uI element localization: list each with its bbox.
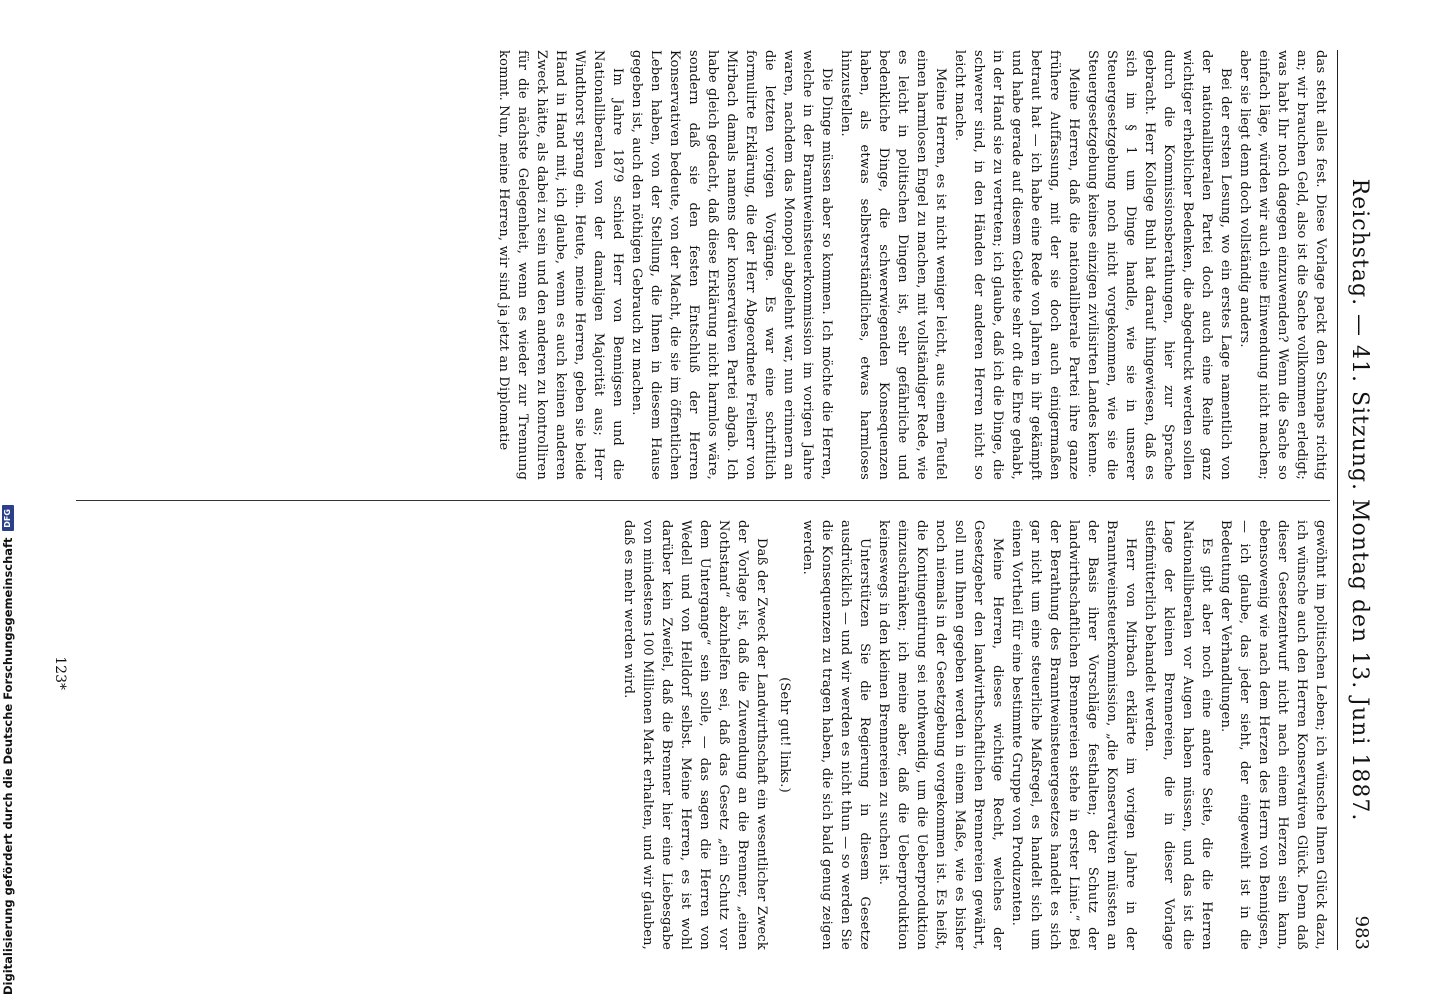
- digitization-notice: [1, 505, 15, 995]
- text-column-left: [70, 50, 1330, 480]
- scanned-page: [46, 10, 1386, 990]
- interjection: (Sehr gut! links.): [777, 677, 792, 793]
- paragraph: Im Jahre 1879 schied Herr von Bennigsen und die Nationalliberalen von der damaligen Majorität aus; Herr Windthorst sprang ein. Heute, meine Herren, geben sie beide Hand in Hand mit, ich glaube, wenn es auch keinen anderen Zweck hätte, als dabei zu sein und den anderen zu kontrolliren für die nächste Gelegenheit, wenn es wieder zur Trennung kommt. Nun, meine Herren, wir sind ja jetzt an Diplomatie: [496, 50, 625, 480]
- running-head-title: Reichstag. — 41. Sitzung. Montag den 13. Juni 1887.: [1347, 178, 1372, 822]
- paragraph: Meine Herren, dieses wichtige Recht, welches der Gesetzgeber den landwirthschaftlichen Brennereien gewährt, soll nun Ihnen gegeben werden in einem Maße, wie es bisher noch niemals in der Gesetzgebung vorgekommen ist. Es heißt, die Kontingentirung sei nothwendig, um die Ueberproduktion einzuschränken; ich meine aber, daß die Ueberproduktion keineswegs in den kleinen Brennereien zu suchen ist.: [876, 520, 1005, 950]
- digitization-notice-text: Digitalisierung gefördert durch die Deutsche Forschungsgemeinschaft: [1, 537, 15, 995]
- paragraph: Die Dinge müssen aber so kommen. Ich möchte die Herren, welche in der Branntweinsteuerkommission im vorigen Jahre waren, nachdem das Monopol abgelehnt war, nun erinnern an die letzten vorigen Vorgänge. Es war eine schriftlich formulirte Erklärung, die der Herr Abgeordnete Freiherr von Mirbach damals namens der konservativen Partei abgab. Ich habe gleich gedacht, daß diese Erklärung nicht harmlos wäre, sondern daß sie den festen Entschluß der Herren Konservativen bedeute, von der Macht, die sie im öffentlichen Leben haben, von der Stellung, die Ihnen in diesem Hause gegeben ist, auch den nöthigen Gebrauch zu machen.: [629, 50, 834, 480]
- dfg-logo: DFG: [2, 505, 14, 531]
- text-column-right: [70, 520, 1330, 950]
- page-number: 983: [1351, 915, 1372, 950]
- column-divider: [76, 500, 1330, 501]
- paragraph: das steht alles fest. Diese Vorlage packt den Schnaps richtig an; wir brauchen Geld, also ist die Sache vollkommen erledigt; was habt Ihr noch dagegen einzuwenden? Wenn die Sache so einfach läge, würden wir auch eine Einwendung nicht machen; aber sie liegt denn doch vollständig anders.: [1237, 50, 1328, 480]
- paragraph: Es gibt aber noch eine andere Seite, die die Herren Nationalliberalen vor Augen haben müssen, und das ist die Lage der kleinen Brennereien, die in dieser Vorlage stiefmütterlich behandelt werden.: [1142, 520, 1214, 950]
- running-head: [1342, 50, 1372, 950]
- paragraph: Bei der ersten Lesung, wo ein erstes Lage namentlich von der nationalliberalen Partei doch auch eine Reihe ganz wichtiger erheblicher Bedenken, die abgedruckt werden sollen durch die Kommissionsberathungen, hier zur Sprache gebracht. Herr Kollege Buhl hat darauf hingewiesen, daß es sich im § 1 um Dinge handle, wie sie in unserer Steuergesetzgebung noch nicht vorgekommen, wie sie die Steuergesetzgebung keines einzigen zivilisirten Landes kenne.: [1085, 50, 1233, 480]
- digitization-strip: [0, 0, 18, 1000]
- paragraph: Meine Herren, es ist nicht weniger leicht, aus einem Teufel einen harmlosen Engel zu machen, mit vollständiger Rede, wie es leicht in politischen Dingen ist, sehr gefährliche und bedenkliche Dinge, die schwerwiegenden Konsequenzen haben, als etwas selbstverständliches, etwas harmloses hinzustellen.: [838, 50, 948, 480]
- header-rule: [1337, 50, 1338, 950]
- paragraph: gewöhnt im politischen Leben; ich wünsche Ihnen Glück dazu, ich wünsche auch den Herren Konservativen Glück. Denn daß dieser Gesetzentwurf nicht nach einem Herzen sein kann, ebensowenig wie nach dem Herzen des Herrn von Bennigsen, — ich glaube, das jeder sieht, der eingeweiht ist in die Bedeutung der Verhandlungen.: [1218, 520, 1328, 950]
- signature-mark: 123*: [52, 656, 68, 690]
- paragraph: Meine Herren, daß die nationalliberale Partei ihre ganze frühere Auffassung, mit der sie doch auch einigermaßen betraut hat — ich habe eine Rede von Jahren in ihr gekämpft und habe gerade auf diesem Gebiete sehr oft die Ehre gehabt, in der Hand sie zu vertreten; ich glaube, daß ich die Dinge, die schwerer sind, in den Händen der anderen Herren nicht so leicht mache.: [952, 50, 1081, 480]
- paragraph: Unterstützen Sie die Regierung in diesem Gesetze ausdrücklich — und wir werden es nicht thun — so werden Sie die Konsequenzen zu tragen haben, die sich bald genug zeigen werden.: [800, 520, 872, 950]
- paragraph: Herr von Mirbach erklärte im vorigen Jahre in der Branntweinsteuerkommission, „die Konservativen müssten an der Basis ihrer Vorschläge festhalten; der Schutz der landwirthschaftlichen Brennereien stehe in erster Linie.“ Bei der Berathung des Branntweinsteuergesetzes handelt es sich gar nicht um eine steuerliche Maßregel, es handelt sich um einen Vortheil für eine bestimmte Gruppe von Produzenten.: [1009, 520, 1138, 950]
- paragraph: Daß der Zweck der Landwirthschaft ein wesentlicher Zweck der Vorlage ist, daß die Zuwendung an die Brenner, „einen Nothstand“ abzuhelfen sei, daß das Gesetz „ein Schutz vor dem Untergange“ sein solle, — das sagen die Herren von Wedell und von Helldorf selbst. Meine Herren, es ist wohl darüber kein Zweifel, daß die Brenner hier eine Liebesgabe von mindestens 100 Millionen Mark erhalten, und wir glauben, daß es mehr werden wird.: [621, 520, 769, 950]
